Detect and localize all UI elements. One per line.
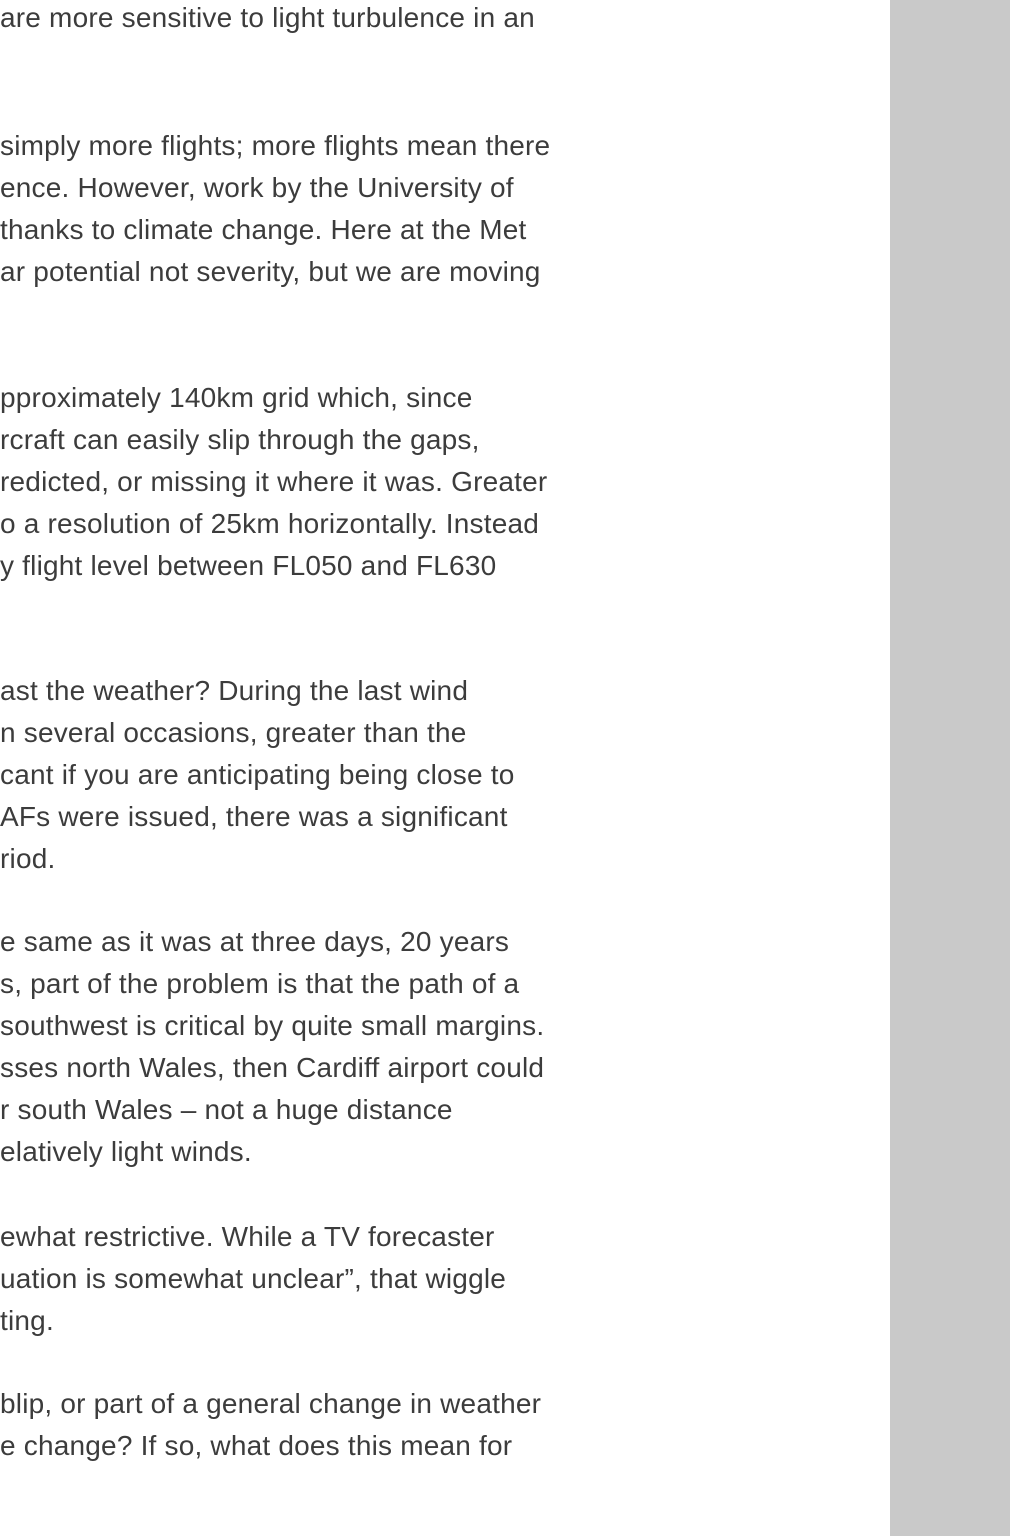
text-line: n several occasions, greater than the [0,717,467,748]
text-line: ting. [0,1305,54,1336]
text-line: r south Wales – not a huge distance [0,1094,453,1125]
text-line: sses north Wales, then Cardiff airport could [0,1052,545,1083]
text-line: simply more flights; more flights mean there [0,130,551,161]
paragraph [0,921,620,1173]
text-line: ence. However, work by the University of [0,172,514,203]
text-line: s, part of the problem is that the path of a [0,968,520,999]
text-line: pproximately 140km grid which, since [0,382,473,413]
paragraph [0,1383,620,1467]
text-line: ewhat restrictive. While a TV forecaster [0,1221,495,1252]
page-gutter-band [890,0,1010,1536]
text-line: elatively light winds. [0,1136,252,1167]
text-line: e change? If so, what does this mean for [0,1430,513,1461]
paragraph [0,377,620,587]
text-line: AFs were issued, there was a significant [0,801,508,832]
text-line: cant if you are anticipating being close to [0,759,515,790]
paragraph [0,670,620,880]
text-line: rcraft can easily slip through the gaps, [0,424,480,455]
text-line: ast the weather? During the last wind [0,675,469,706]
text-line: thanks to climate change. Here at the Met [0,214,527,245]
text-line: riod. [0,843,56,874]
text-line: y flight level between FL050 and FL630 [0,550,497,581]
text-line: southwest is critical by quite small margins. [0,1010,545,1041]
text-line: redicted, or missing it where it was. Greater [0,466,548,497]
text-line: uation is somewhat unclear”, that wiggle [0,1263,507,1294]
paragraph [0,125,620,293]
text-line: e same as it was at three days, 20 years [0,926,510,957]
paragraph [0,1216,620,1342]
text-line: are more sensitive to light turbulence in an [0,2,535,33]
text-line: blip, or part of a general change in weather [0,1388,542,1419]
text-line: o a resolution of 25km horizontally. Instead [0,508,540,539]
paragraph [0,0,620,39]
text-line: ar potential not severity, but we are moving [0,256,541,287]
